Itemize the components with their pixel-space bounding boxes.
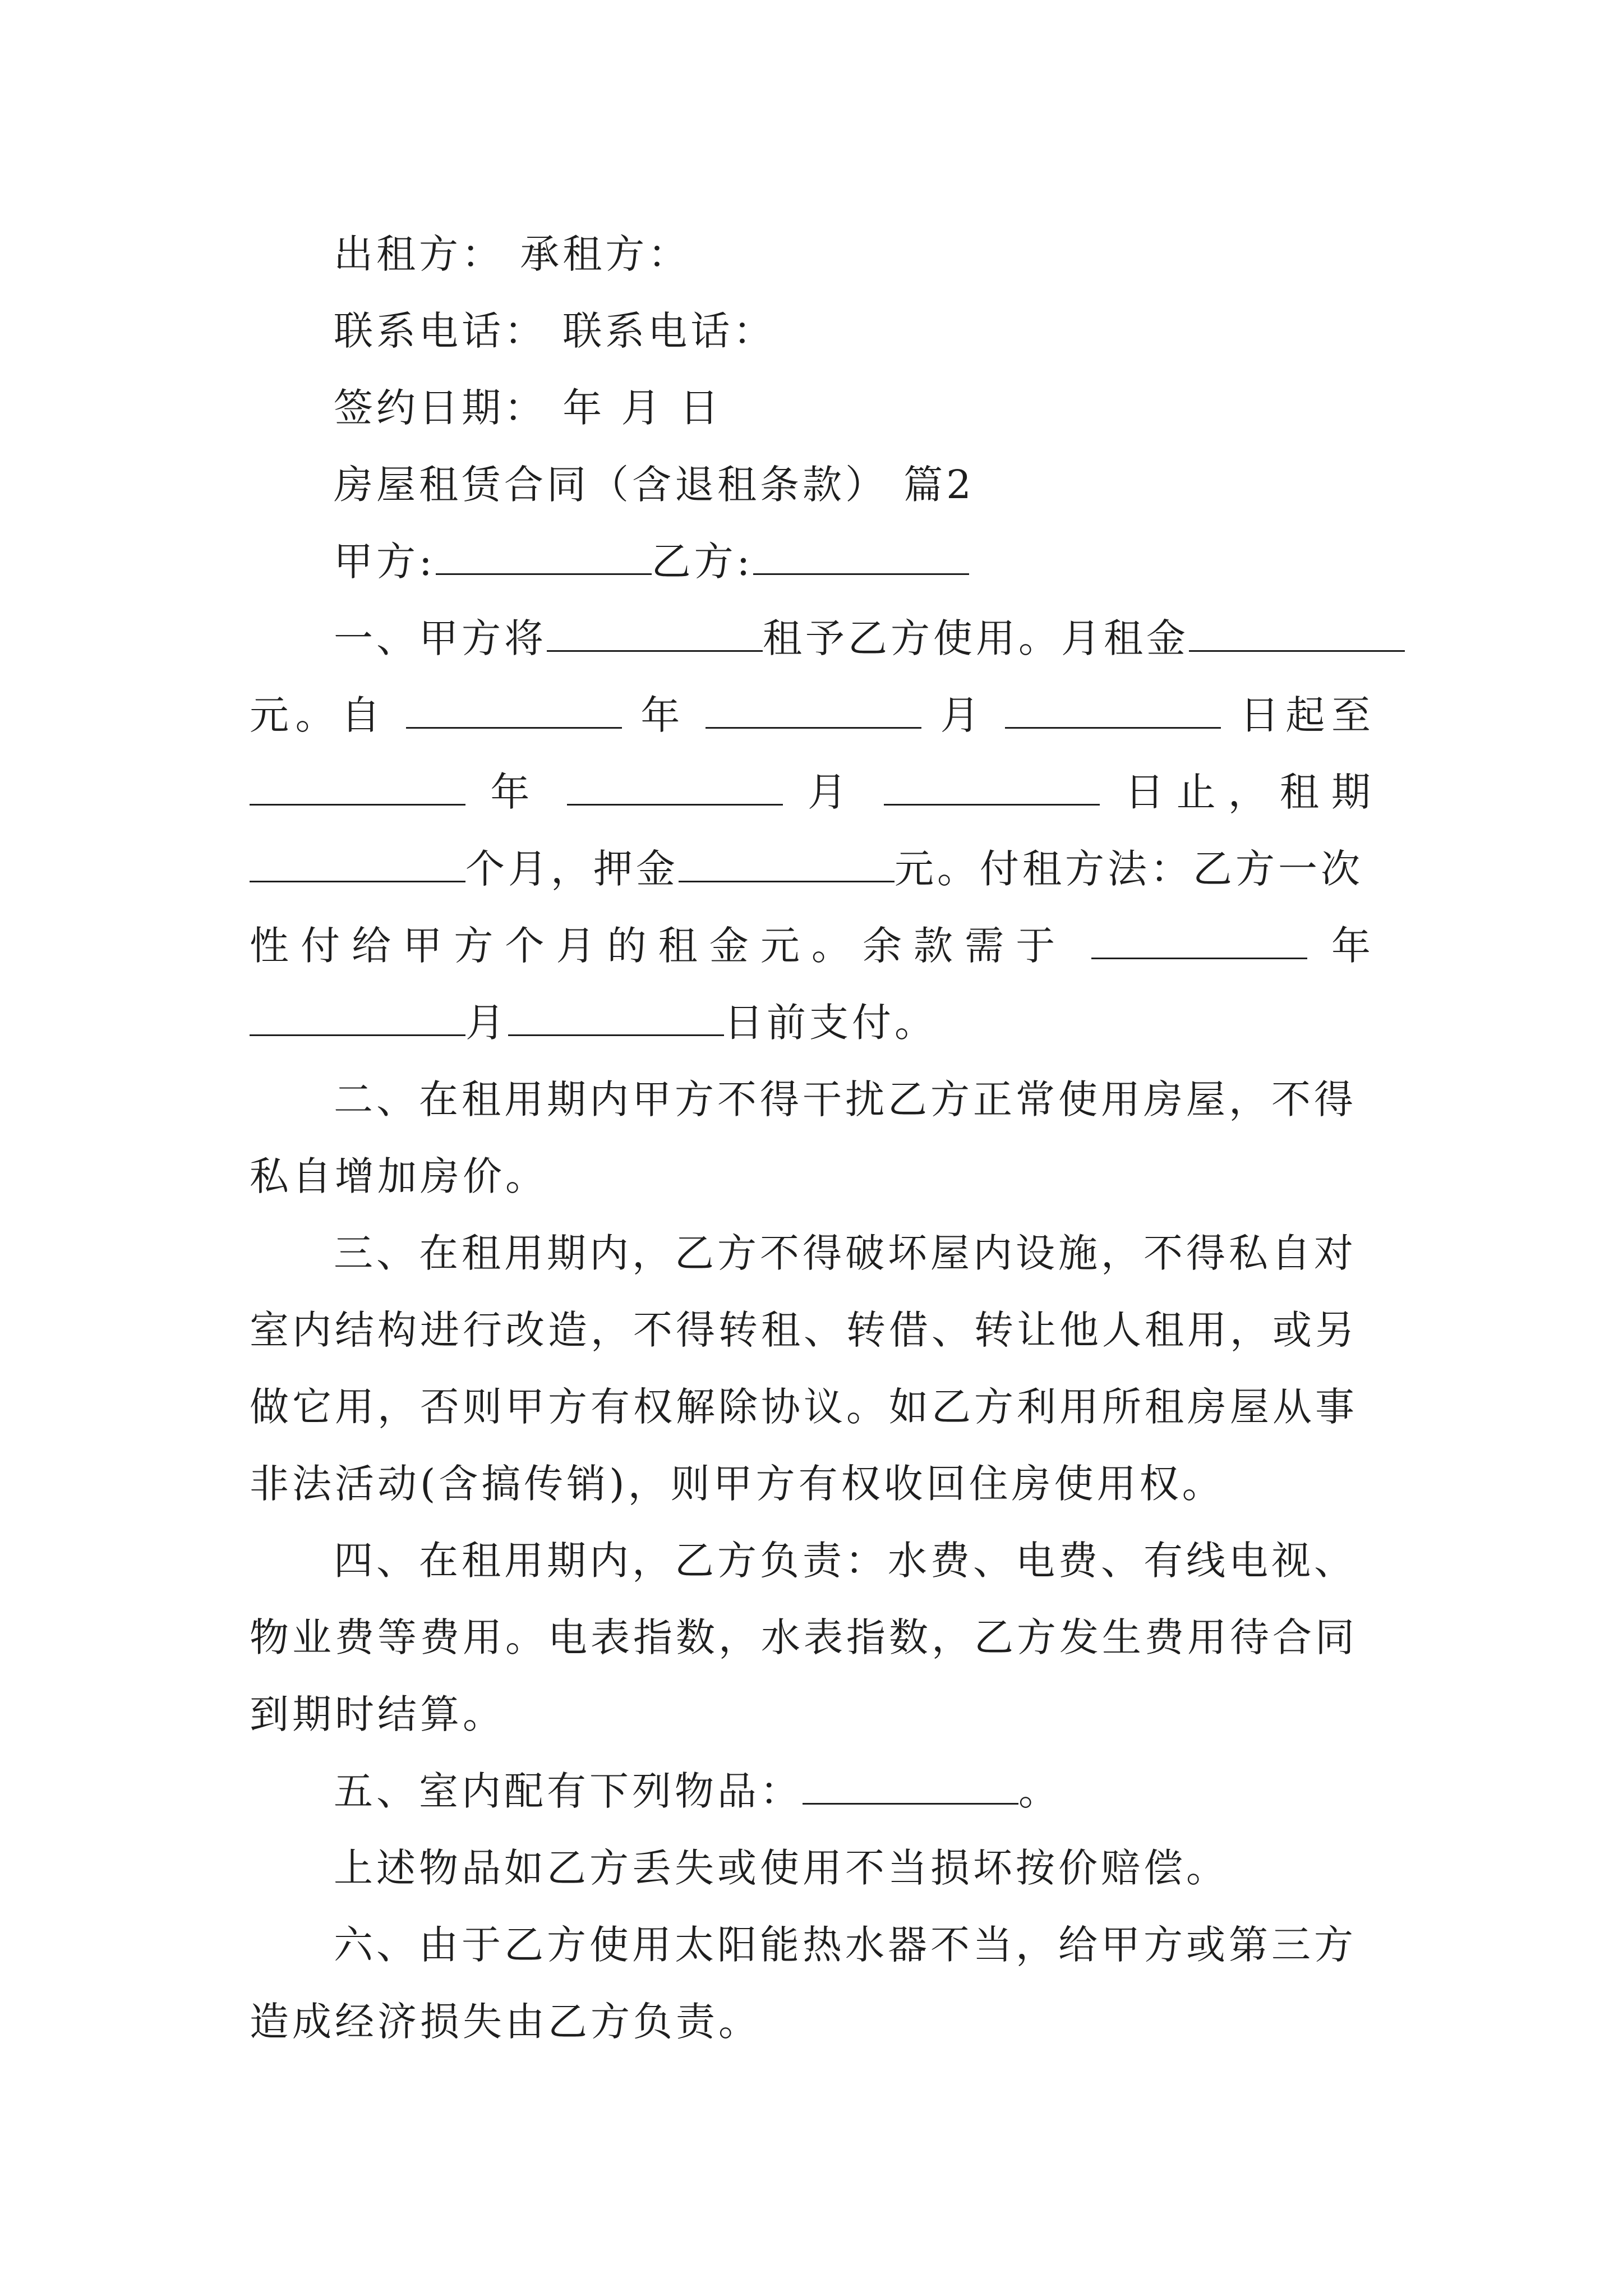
contract-title: 房屋租赁合同（含退租条款） 篇2 [334, 462, 975, 508]
balance-month-blank [250, 1001, 465, 1036]
clause1-text: 年 [640, 692, 686, 738]
clause5-text: 。 [1018, 1768, 1061, 1814]
document-page [250, 216, 1374, 2060]
clause5-line2: 上述物品如乙方丢失或使用不当损坏按价赔偿。 [334, 1845, 1229, 1891]
clause5-line1 [250, 1753, 1374, 1830]
clause1-text: 元。付租方法：乙方一次 [895, 846, 1363, 892]
clause6-line1: 六、由于乙方使用太阳能热水器不当，给甲方或第三方 [334, 1922, 1357, 1968]
end-year-blank [250, 770, 465, 806]
party-b-blank [753, 540, 969, 575]
clause3-line3: 做它用，否则甲方有权解除协议。如乙方利用所租房屋从事 [250, 1384, 1358, 1430]
items-blank [803, 1769, 1018, 1805]
clause3-line1: 三、在租用期内，乙方不得破坏屋内设施，不得私自对 [334, 1230, 1357, 1276]
clause1-text: 年 [1331, 923, 1374, 969]
property-blank [547, 616, 763, 652]
clause1-line2 [250, 677, 1374, 754]
start-month-blank [706, 693, 921, 729]
clause1-line6 [250, 984, 1374, 1061]
clause1-text: 一、甲方将 [334, 615, 547, 661]
party-line [250, 523, 1374, 600]
clause1-text: 日止，租期 [1124, 769, 1374, 815]
clause1-text: 月 [940, 692, 986, 738]
clause4-line1: 四、在租用期内，乙方负责：水费、电费、有线电视、 [334, 1538, 1357, 1584]
balance-day-blank [508, 1001, 724, 1036]
clause1-line3 [250, 754, 1374, 831]
party-a-blank [436, 540, 652, 575]
start-year-blank [406, 693, 622, 729]
clause5-text: 五、室内配有下列物品： [334, 1768, 803, 1814]
party-b-label: 乙方: [651, 539, 754, 585]
clause1-text: 性付给甲方个月的租金元。余款需于 [250, 923, 1067, 969]
phones-line: 联系电话： 联系电话： [334, 308, 776, 354]
clause4-line2: 物业费等费用。电表指数，水表指数，乙方发生费用待合同 [250, 1614, 1358, 1660]
clause1-line4 [250, 831, 1374, 908]
clause1-text: 年 [490, 769, 542, 815]
clause1-text: 租予乙方使用。月租金 [763, 615, 1189, 661]
rent-blank [1189, 616, 1405, 652]
clause1-text: 月 [808, 769, 860, 815]
clause1-text: 日起至 [1239, 692, 1374, 738]
clause4-line3: 到期时结算。 [250, 1691, 505, 1737]
term-months-blank [250, 847, 465, 882]
clause1-text: 元。自 [250, 692, 387, 738]
start-day-blank [1005, 693, 1221, 729]
parties-line: 出租方： 承租方： [334, 231, 691, 277]
clause1-text: 月 [465, 1000, 508, 1046]
balance-year-blank [1091, 924, 1307, 959]
clause3-line4: 非法活动(含搞传销)，则甲方有权收回住房使用权。 [250, 1461, 1225, 1507]
deposit-blank [679, 847, 895, 882]
clause6-line2: 造成经济损失由乙方负责。 [250, 1999, 761, 2045]
end-month-blank [567, 770, 783, 806]
clause2-line2: 私自增加房价。 [250, 1153, 548, 1199]
clause1-line5 [250, 908, 1374, 984]
party-a-label: 甲方: [334, 539, 436, 585]
clause1-text: 个月，押金 [465, 846, 679, 892]
clause2-line1: 二、在租用期内甲方不得干扰乙方正常使用房屋，不得 [334, 1076, 1357, 1122]
sign-date-line: 签约日期： 年 月 日 [334, 385, 722, 431]
clause1-line1 [250, 600, 1374, 677]
clause3-line2: 室内结构进行改造，不得转租、转借、转让他人租用，或另 [250, 1307, 1358, 1353]
end-day-blank [884, 770, 1100, 806]
clause1-text: 日前支付。 [724, 1000, 937, 1046]
